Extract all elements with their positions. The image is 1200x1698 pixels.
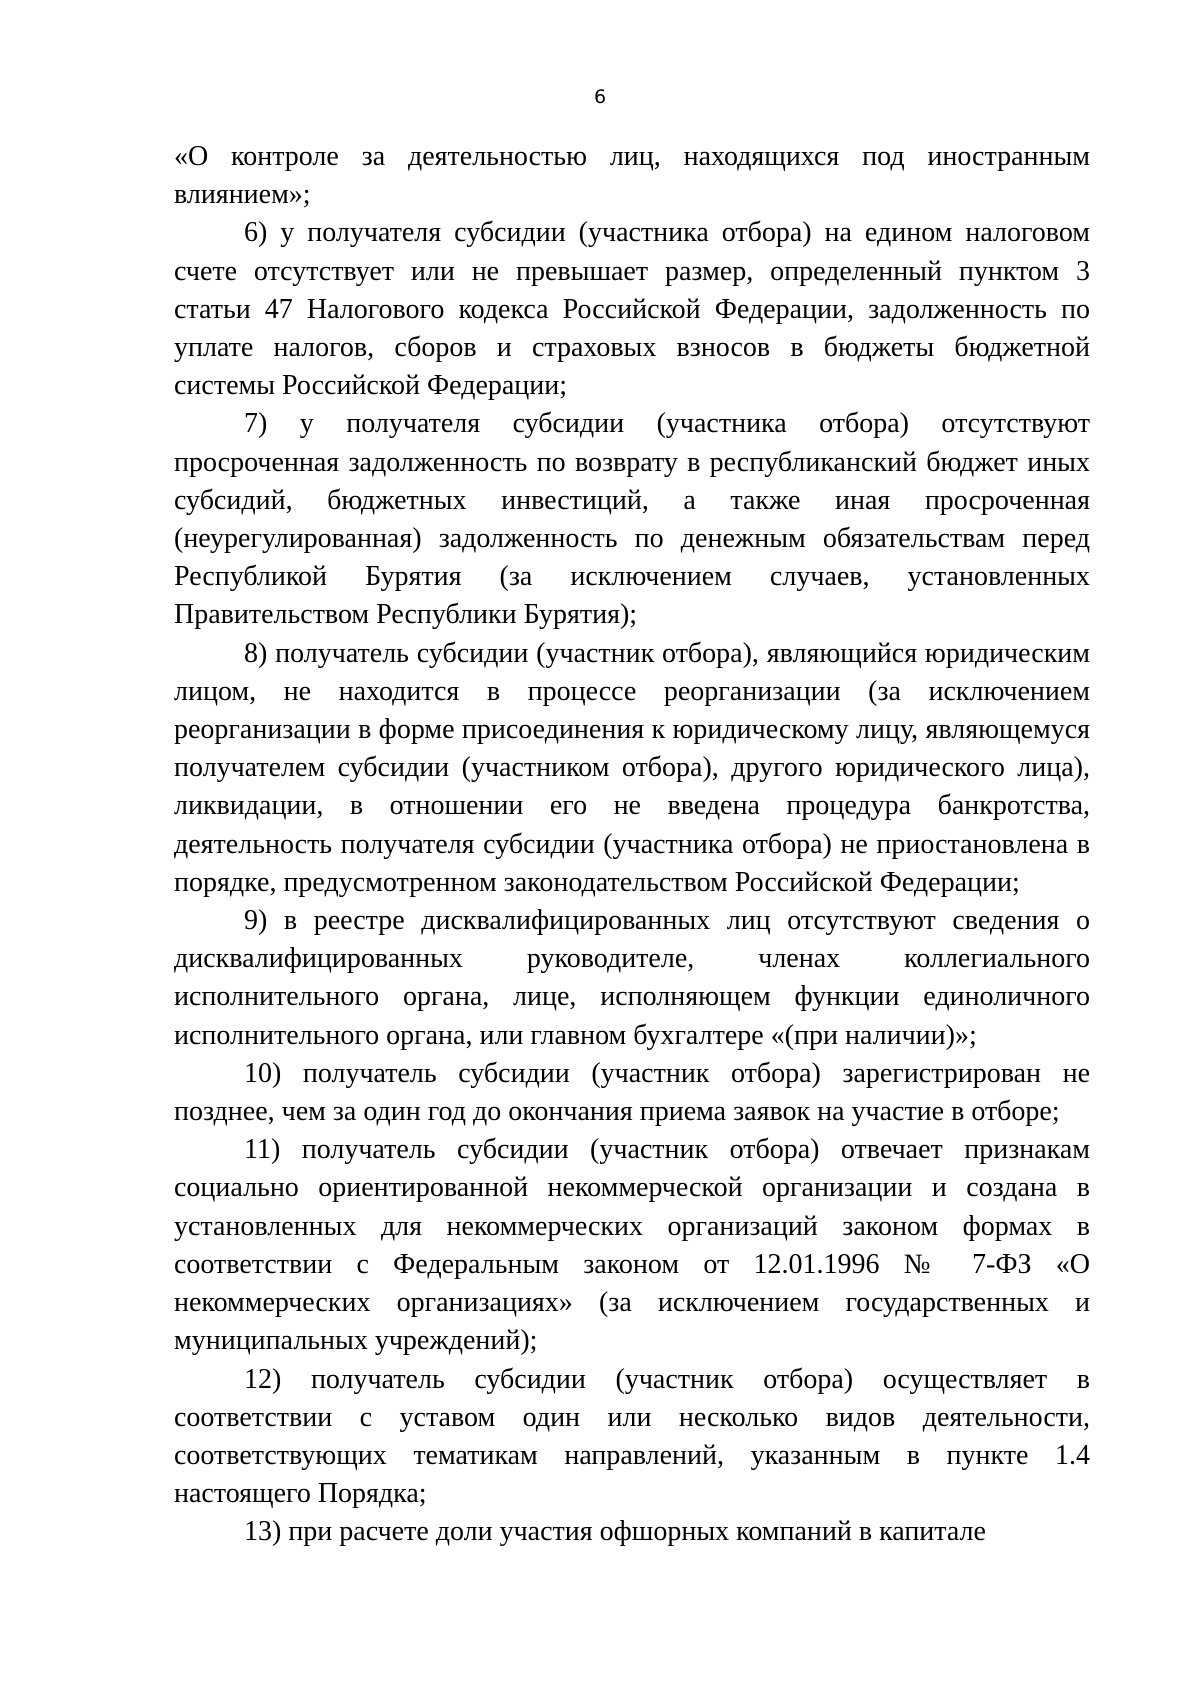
paragraph-item-12: 12) получатель субсидии (участник отбора) осуществляет в соответствии с уставом один или несколько видов деятельности, соответствующих тематикам направлений, указанным в пункте 1.4 настоящего Порядка; <box>174 1363 1090 1510</box>
paragraph-item-13: 13) при расчете доли участия офшорных компаний в капитале <box>244 1516 986 1548</box>
paragraph-continuation: «О контроле за деятельностью лиц, находящихся под иностранным влиянием»; <box>174 141 1090 211</box>
paragraph-item-10: 10) получатель субсидии (участник отбора) зарегистрирован не позднее, чем за один год до окончания приема заявок на участие в отборе; <box>174 1057 1090 1128</box>
paragraph-item-7: 7) у получателя субсидии (участника отбора) отсутствуют просроченная задолженность по возврату в республиканский бюджет иных субсидий, бюджетных инвестиций, а также иная просроченная (неурегулированная) задолженность по денежным обязательствам перед Республикой Бурятия (за исключением случаев, установленных Правительством Республики Бурятия); <box>174 408 1090 631</box>
paragraph-item-9: 9) в реестре дисквалифицированных лиц отсутствуют сведения о дисквалифицированных руководителе, членах коллегиального исполнительного органа, лице, исполняющем функции единоличного исполнительного органа, или главном бухгалтере «(при наличии)»; <box>174 905 1090 1051</box>
paragraph-item-8: 8) получатель субсидии (участник отбора), являющийся юридическим лицом, не находится в процессе реорганизации (за исключением реорганизации в форме присоединения к юридическому лицу, являющемуся получателем субсидии (участником отбора), другого юридического лица), ликвидации, в отношении его не введена процедура банкротства, деятельность получателя субсидии (участника отбора) не приостановлена в порядке, предусмотренном законодательством Российской Федерации; <box>174 637 1090 898</box>
paragraph-item-11: 11) получатель субсидии (участник отбора) отвечает признакам социально ориентированной некоммерческой организации и создана в установленных для некоммерческих организаций законом формах в соответствии с Федеральным законом от 12.01.1996 № 7-ФЗ «О некоммерческих организациях» (за исключением государственных и муниципальных учреждений); <box>174 1134 1090 1357</box>
document-body <box>174 138 1090 1552</box>
page-number: 6 <box>593 86 607 108</box>
paragraph-item-6: 6) у получателя субсидии (участника отбора) на едином налоговом счете отсутствует или не превышает размер, определенный пунктом 3 статьи 47 Налогового кодекса Российской Федерации, задолженность по уплате налогов, сборов и страховых взносов в бюджеты бюджетной системы Российской Федерации; <box>174 217 1090 402</box>
